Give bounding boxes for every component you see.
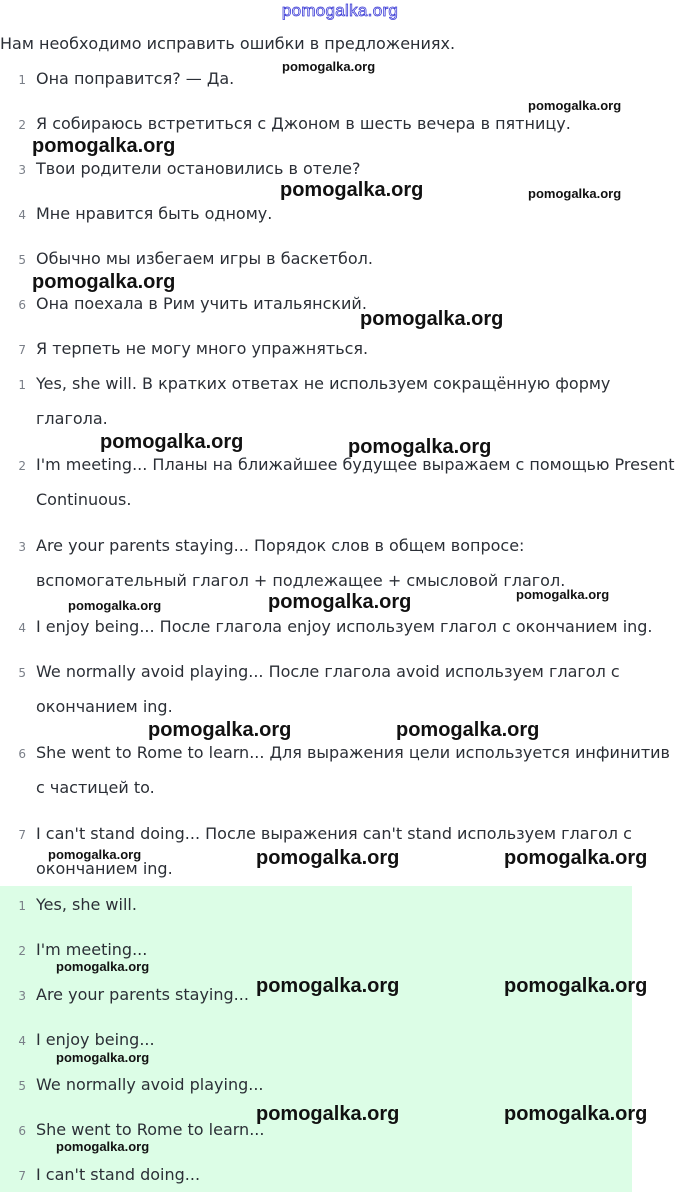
item-number: 2 [18,118,26,132]
item-number: 1 [18,73,26,87]
item-number: 5 [18,666,26,680]
watermark: pomogalka.org [68,598,162,613]
item-text: Are your parents staying... [36,985,249,1004]
item-number: 4 [18,1034,26,1048]
item-number: 6 [18,1124,26,1138]
item-text: Yes, she will. В кратких ответах не используем сокращённую форму [36,374,611,393]
item-text: I can't stand doing... После выражения can't stand используем глагол с [36,824,632,843]
watermark: pomogalka.org [256,975,400,997]
item-text: Твои родители остановились в отеле? [36,159,361,178]
item-number: 3 [18,163,26,177]
item-text-continued: окончанием ing. [36,859,173,878]
item-text-continued: Continuous. [36,490,132,509]
watermark: pomogalka.org [528,186,622,201]
watermark: pomogalka.org [282,59,376,74]
watermark: pomogalka.org [504,847,648,869]
watermark: pomogalka.org [48,847,142,862]
item-number: 2 [18,459,26,473]
item-text: I'm meeting... Планы на ближайшее будущее выражаем с помощью Present [36,455,675,474]
item-text: I'm meeting... [36,940,148,959]
item-text: Она поехала в Рим учить итальянский. [36,294,367,313]
item-text: We normally avoid playing... [36,1075,264,1094]
item-number: 7 [18,1169,26,1183]
item-number: 7 [18,828,26,842]
item-number: 1 [18,899,26,913]
watermark: pomogalka.org [268,591,412,613]
watermark: pomogalka.org [396,719,540,741]
watermark: pomogalka.org [528,98,622,113]
item-text: Обычно мы избегаем игры в баскетбол. [36,249,373,268]
watermark: pomogalka.org [100,431,244,453]
item-text: Я собираюсь встретиться с Джоном в шесть вечера в пятницу. [36,114,571,133]
watermark: pomogalka.org [56,1139,150,1154]
item-number: 5 [18,253,26,267]
item-text-continued: вспомогательный глагол + подлежащее + смысловой глагол. [36,571,566,590]
item-text-continued: глагола. [36,409,108,428]
watermark: pomogalka.org [280,179,424,201]
item-text: Она поправится? — Да. [36,69,235,88]
item-text-continued: окончанием ing. [36,697,173,716]
item-number: 4 [18,208,26,222]
item-text: I can't stand doing... [36,1165,201,1184]
watermark: pomogalka.org [516,587,610,602]
item-text: She went to Rome to learn... Для выражения цели используется инфинитив [36,743,670,762]
watermark: pomogalka.org [32,271,176,293]
watermark: pomogalka.org [348,436,492,458]
item-number: 1 [18,378,26,392]
item-number: 3 [18,540,26,554]
item-text: Yes, she will. [36,895,137,914]
watermark: pomogalka.org [360,308,504,330]
watermark: pomogalka.org [504,1103,648,1125]
item-text: Мне нравится быть одному. [36,204,273,223]
watermark: pomogalka.org [148,719,292,741]
item-number: 7 [18,343,26,357]
watermark: pomogalka.org [256,847,400,869]
site-header-logo[interactable]: pomogalka.org [281,1,399,20]
item-number: 4 [18,621,26,635]
watermark: pomogalka.org [504,975,648,997]
item-text: Are your parents staying... Порядок слов в общем вопросе: [36,536,525,555]
item-number: 6 [18,747,26,761]
watermark: pomogalka.org [256,1103,400,1125]
watermark: pomogalka.org [32,135,176,157]
watermark: pomogalka.org [56,1050,150,1065]
item-text: Я терпеть не могу много упражняться. [36,339,369,358]
item-text: We normally avoid playing... После глагола avoid используем глагол с [36,662,620,681]
watermark: pomogalka.org [56,959,150,974]
item-text: I enjoy being... [36,1030,155,1049]
item-text: I enjoy being... После глагола enjoy используем глагол с окончанием ing. [36,617,653,636]
item-number: 3 [18,989,26,1003]
instruction-text: Нам необходимо исправить ошибки в предложениях. [0,34,456,53]
item-text-continued: с частицей to. [36,778,155,797]
item-number: 5 [18,1079,26,1093]
item-text: She went to Rome to learn... [36,1120,265,1139]
item-number: 2 [18,944,26,958]
item-number: 6 [18,298,26,312]
